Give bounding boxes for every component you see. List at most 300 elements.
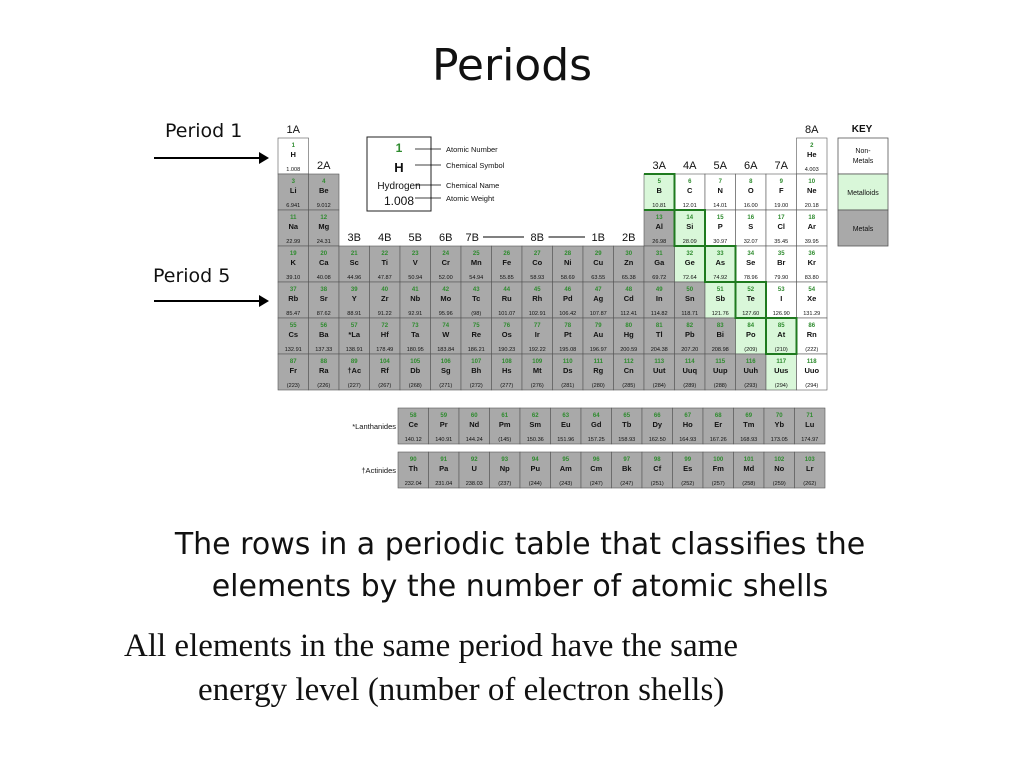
element-number: 11 xyxy=(290,215,297,221)
element-symbol: Po xyxy=(745,330,756,339)
element-number: 96 xyxy=(592,457,600,463)
element-symbol: Ar xyxy=(807,222,816,231)
element-number: 13 xyxy=(655,215,663,221)
element-symbol: Ni xyxy=(564,258,572,267)
element-weight: 35.45 xyxy=(774,239,789,245)
key-title: KEY xyxy=(851,124,873,135)
element-symbol: B xyxy=(656,186,662,195)
element-weight: 168.93 xyxy=(740,437,758,443)
element-number: 28 xyxy=(564,251,572,257)
element-number: 8 xyxy=(749,179,753,185)
element-weight: 88.91 xyxy=(347,311,362,317)
element-weight: (227) xyxy=(347,383,361,389)
element-symbol: Ba xyxy=(318,330,329,339)
element-number: 84 xyxy=(747,323,755,329)
element-weight: 158.93 xyxy=(618,437,636,443)
element-weight: 196.97 xyxy=(589,347,607,353)
element-weight: (247) xyxy=(620,481,634,487)
element-symbol: Np xyxy=(499,464,510,473)
element-symbol: I xyxy=(780,294,783,303)
element-symbol: In xyxy=(655,294,663,303)
element-number: 18 xyxy=(808,215,816,221)
element-weight: 40.08 xyxy=(316,275,331,281)
element-number: 35 xyxy=(777,251,785,257)
element-weight: (209) xyxy=(744,347,758,353)
element-weight: (259) xyxy=(772,481,786,487)
element-weight: (294) xyxy=(805,383,819,389)
element-number: 108 xyxy=(501,359,512,365)
element-weight: 140.12 xyxy=(404,437,422,443)
element-weight: 138.91 xyxy=(345,347,363,353)
element-weight: 65.38 xyxy=(621,275,636,281)
element-number: 20 xyxy=(320,251,328,257)
element-number: 14 xyxy=(686,215,694,221)
element-number: 115 xyxy=(715,359,726,365)
element-weight: 78.96 xyxy=(743,275,758,281)
element-number: 53 xyxy=(777,287,785,293)
element-weight: (293) xyxy=(744,383,758,389)
element-symbol: Mg xyxy=(318,222,330,231)
element-number: 32 xyxy=(686,251,694,257)
element-weight: 162.50 xyxy=(648,437,666,443)
element-symbol: V xyxy=(412,258,418,267)
element-weight: 14.01 xyxy=(713,203,728,209)
element-number: 116 xyxy=(745,359,756,365)
element-symbol: Hg xyxy=(623,330,634,339)
element-weight: 1.008 xyxy=(286,167,301,173)
element-symbol: Nd xyxy=(469,420,480,429)
element-symbol: H xyxy=(290,150,296,159)
element-symbol: Pu xyxy=(530,464,541,473)
element-number: 46 xyxy=(564,287,572,293)
element-number: 97 xyxy=(623,457,631,463)
element-weight: 16.00 xyxy=(743,203,758,209)
element-symbol: Pd xyxy=(562,294,573,303)
element-weight: 190.23 xyxy=(498,347,516,353)
element-weight: 101.07 xyxy=(498,311,516,317)
element-number: 111 xyxy=(593,359,603,365)
element-symbol: Rh xyxy=(532,294,543,303)
key-nonmetals-swatch xyxy=(838,138,888,174)
element-symbol: Ds xyxy=(562,366,573,375)
element-number: 22 xyxy=(381,251,389,257)
element-symbol: Mo xyxy=(440,294,452,303)
element-symbol: Rb xyxy=(288,294,299,303)
element-symbol: Sn xyxy=(684,294,695,303)
element-symbol: Sg xyxy=(440,366,451,375)
element-symbol: Xe xyxy=(807,294,817,303)
element-symbol: Dy xyxy=(652,420,663,429)
element-symbol: No xyxy=(774,464,785,473)
element-weight: (262) xyxy=(803,481,817,487)
element-weight: 107.87 xyxy=(589,311,607,317)
element-number: 83 xyxy=(716,323,724,329)
legend-weight: 1.008 xyxy=(383,194,415,208)
element-symbol: Cf xyxy=(653,464,662,473)
element-number: 68 xyxy=(714,413,722,419)
element-number: 75 xyxy=(472,323,480,329)
element-weight: 173.05 xyxy=(770,437,788,443)
element-number: 9 xyxy=(779,179,783,185)
element-symbol: Ag xyxy=(593,294,604,303)
element-symbol: Bh xyxy=(471,366,482,375)
element-symbol: Tb xyxy=(622,420,632,429)
subtitle-line-2: elements by the number of atomic shells xyxy=(211,569,829,604)
element-number: 29 xyxy=(594,251,602,257)
element-symbol: Ce xyxy=(408,420,419,429)
element-number: 67 xyxy=(684,413,692,419)
element-number: 89 xyxy=(350,359,358,365)
element-weight: 114.82 xyxy=(650,311,668,317)
element-number: 56 xyxy=(320,323,328,329)
element-weight: (257) xyxy=(711,481,725,487)
element-symbol: Ta xyxy=(411,330,420,339)
element-symbol: C xyxy=(687,186,693,195)
element-number: 66 xyxy=(653,413,661,419)
element-number: 95 xyxy=(562,457,570,463)
subtitle xyxy=(120,524,920,608)
element-weight: 126.90 xyxy=(772,311,790,317)
element-number: 118 xyxy=(806,359,817,365)
element-number: 106 xyxy=(440,359,451,365)
element-weight: (244) xyxy=(528,481,542,487)
element-weight: 87.62 xyxy=(316,311,331,317)
element-weight: 12.01 xyxy=(682,203,697,209)
element-number: 80 xyxy=(625,323,633,329)
element-symbol: Uuo xyxy=(804,366,820,375)
element-number: 12 xyxy=(320,215,328,221)
element-weight: (237) xyxy=(498,481,512,487)
element-symbol: Co xyxy=(532,258,543,267)
element-number: 47 xyxy=(594,287,602,293)
element-weight: (288) xyxy=(713,383,727,389)
element-number: 98 xyxy=(653,457,661,463)
element-number: 1 xyxy=(291,143,295,149)
element-weight: 26.98 xyxy=(652,239,667,245)
element-symbol: Pa xyxy=(439,464,449,473)
element-weight: (243) xyxy=(559,481,573,487)
legend-atomic-number: 1 xyxy=(395,141,403,155)
element-number: 77 xyxy=(533,323,541,329)
element-weight: (271) xyxy=(439,383,453,389)
element-number: 109 xyxy=(532,359,543,365)
element-weight: 44.96 xyxy=(347,275,362,281)
element-weight: (251) xyxy=(650,481,664,487)
legend-chemical-symbol-label: Chemical Symbol xyxy=(446,161,505,170)
element-number: 102 xyxy=(774,457,785,463)
group-header-8B: 8B xyxy=(530,232,544,244)
element-weight: (247) xyxy=(589,481,603,487)
element-symbol: O xyxy=(747,186,754,195)
element-number: 10 xyxy=(808,179,816,185)
element-symbol: *La xyxy=(348,330,361,339)
group-header-5A: 5A xyxy=(713,160,727,172)
element-number: 48 xyxy=(625,287,633,293)
element-weight: 157.25 xyxy=(587,437,605,443)
element-weight: (284) xyxy=(652,383,666,389)
element-weight: 6.941 xyxy=(286,203,301,209)
element-symbol: Nb xyxy=(410,294,421,303)
element-number: 88 xyxy=(320,359,328,365)
element-symbol: Cs xyxy=(288,330,299,339)
element-number: 101 xyxy=(743,457,754,463)
element-symbol: Os xyxy=(501,330,512,339)
element-number: 7 xyxy=(718,179,722,185)
element-weight: 140.91 xyxy=(435,437,453,443)
element-weight: 183.84 xyxy=(437,347,455,353)
element-number: 64 xyxy=(592,413,600,419)
element-symbol: Lr xyxy=(806,464,814,473)
element-number: 58 xyxy=(409,413,417,419)
element-number: 71 xyxy=(806,413,814,419)
element-weight: (281) xyxy=(561,383,575,389)
group-header-4A: 4A xyxy=(683,160,697,172)
element-number: 34 xyxy=(747,251,755,257)
body-line-1: All elements in the same period have the same xyxy=(124,628,738,664)
element-number: 21 xyxy=(350,251,358,257)
element-number: 37 xyxy=(289,287,297,293)
element-weight: 127.60 xyxy=(742,311,760,317)
element-number: 31 xyxy=(655,251,663,257)
element-symbol: K xyxy=(290,258,296,267)
element-number: 114 xyxy=(684,359,695,365)
element-number: 92 xyxy=(470,457,478,463)
element-weight: 9.012 xyxy=(316,203,331,209)
element-number: 3 xyxy=(291,179,295,185)
element-number: 70 xyxy=(775,413,783,419)
element-number: 76 xyxy=(503,323,511,329)
period-5-label: Period 5 xyxy=(153,265,231,287)
group-header-3A: 3A xyxy=(652,160,666,172)
element-weight: 92.91 xyxy=(408,311,423,317)
element-symbol: Lu xyxy=(805,420,815,429)
element-number: 59 xyxy=(440,413,448,419)
element-symbol: Kr xyxy=(807,258,816,267)
element-weight: 200.59 xyxy=(620,347,638,353)
element-number: 63 xyxy=(562,413,570,419)
element-weight: (267) xyxy=(378,383,392,389)
element-number: 113 xyxy=(654,359,665,365)
element-weight: (268) xyxy=(408,383,422,389)
element-symbol: U xyxy=(471,464,477,473)
element-weight: 30.97 xyxy=(713,239,728,245)
element-symbol: Bk xyxy=(621,464,632,473)
element-symbol: Te xyxy=(746,294,755,303)
element-number: 39 xyxy=(350,287,358,293)
element-symbol: Re xyxy=(471,330,482,339)
group-header-4B: 4B xyxy=(378,232,392,244)
element-weight: 186.21 xyxy=(467,347,485,353)
element-number: 85 xyxy=(777,323,785,329)
element-number: 61 xyxy=(501,413,509,419)
element-number: 4 xyxy=(322,179,326,185)
element-symbol: Uup xyxy=(712,366,728,375)
element-weight: 28.09 xyxy=(682,239,697,245)
element-number: 103 xyxy=(804,457,815,463)
element-symbol: Cm xyxy=(590,464,603,473)
element-symbol: Mn xyxy=(470,258,482,267)
element-weight: 22.99 xyxy=(286,239,301,245)
element-weight: 72.64 xyxy=(682,275,697,281)
element-symbol: Sc xyxy=(349,258,359,267)
element-number: 45 xyxy=(533,287,541,293)
element-weight: 167.26 xyxy=(709,437,727,443)
element-symbol: Uuq xyxy=(682,366,698,375)
element-weight: 52.00 xyxy=(438,275,453,281)
element-symbol: Hf xyxy=(380,330,389,339)
element-symbol: At xyxy=(777,330,786,339)
element-number: 15 xyxy=(716,215,724,221)
element-symbol: Y xyxy=(351,294,357,303)
element-symbol: Ru xyxy=(501,294,512,303)
element-weight: 20.18 xyxy=(804,203,819,209)
element-weight: 54.94 xyxy=(469,275,484,281)
element-weight: 238.03 xyxy=(465,481,483,487)
group-header-6B: 6B xyxy=(439,232,453,244)
element-symbol: Th xyxy=(408,464,418,473)
group-header-3B: 3B xyxy=(347,232,361,244)
element-number: 99 xyxy=(684,457,692,463)
element-number: 38 xyxy=(320,287,328,293)
element-symbol: Ho xyxy=(682,420,693,429)
element-weight: 19.00 xyxy=(774,203,789,209)
element-symbol: Zr xyxy=(381,294,389,303)
actinides-label: †Actinides xyxy=(361,466,396,475)
element-symbol: Am xyxy=(559,464,572,473)
subtitle-line-1: The rows in a periodic table that classifies the xyxy=(174,527,866,562)
element-number: 117 xyxy=(776,359,787,365)
element-symbol: Br xyxy=(777,258,786,267)
element-number: 36 xyxy=(808,251,816,257)
body-text xyxy=(124,624,944,712)
element-number: 107 xyxy=(471,359,482,365)
element-symbol: Gd xyxy=(591,420,602,429)
element-number: 110 xyxy=(562,359,573,365)
element-weight: 39.95 xyxy=(804,239,819,245)
element-symbol: Yb xyxy=(774,420,785,429)
element-number: 50 xyxy=(686,287,694,293)
element-weight: (277) xyxy=(500,383,514,389)
element-symbol: N xyxy=(717,186,723,195)
element-weight: (223) xyxy=(286,383,300,389)
element-symbol: Se xyxy=(746,258,756,267)
element-weight: 132.91 xyxy=(284,347,302,353)
element-number: 81 xyxy=(655,323,663,329)
element-weight: 178.49 xyxy=(376,347,394,353)
element-number: 74 xyxy=(442,323,450,329)
element-symbol: F xyxy=(778,186,784,195)
element-number: 16 xyxy=(747,215,755,221)
element-number: 17 xyxy=(777,215,785,221)
element-weight: 10.81 xyxy=(652,203,667,209)
group-header-2A: 2A xyxy=(317,160,331,172)
element-number: 51 xyxy=(716,287,724,293)
element-symbol: Be xyxy=(318,186,329,195)
element-symbol: Sr xyxy=(319,294,328,303)
element-weight: 39.10 xyxy=(286,275,301,281)
element-symbol: Cl xyxy=(777,222,785,231)
element-number: 40 xyxy=(381,287,389,293)
element-weight: (145) xyxy=(498,437,512,443)
element-weight: 106.42 xyxy=(559,311,577,317)
element-symbol: Hs xyxy=(501,366,512,375)
element-symbol: Uut xyxy=(653,366,666,375)
element-symbol: Tm xyxy=(743,420,755,429)
element-symbol: Sm xyxy=(529,420,542,429)
element-weight: 4.003 xyxy=(804,167,819,173)
element-weight: 151.96 xyxy=(557,437,575,443)
element-symbol: Pt xyxy=(564,330,572,339)
element-symbol: Ge xyxy=(684,258,695,267)
element-number: 60 xyxy=(470,413,478,419)
element-number: 87 xyxy=(289,359,297,365)
element-number: 69 xyxy=(745,413,753,419)
element-number: 25 xyxy=(472,251,480,257)
element-weight: 69.72 xyxy=(652,275,667,281)
element-number: 44 xyxy=(503,287,511,293)
element-number: 112 xyxy=(623,359,634,365)
element-weight: 95.96 xyxy=(438,311,453,317)
key-metals-label: Metals xyxy=(852,226,874,233)
element-weight: 131.29 xyxy=(803,311,821,317)
element-number: 73 xyxy=(411,323,419,329)
element-number: 78 xyxy=(564,323,572,329)
element-symbol: Cd xyxy=(623,294,634,303)
key-nonmetals-label: Non- xyxy=(855,148,871,155)
element-number: 30 xyxy=(625,251,633,257)
element-weight: 232.04 xyxy=(404,481,422,487)
element-symbol: Fm xyxy=(712,464,724,473)
element-number: 5 xyxy=(657,179,661,185)
element-weight: 79.90 xyxy=(774,275,789,281)
element-weight: 180.95 xyxy=(406,347,424,353)
element-symbol: Al xyxy=(655,222,663,231)
element-weight: 164.93 xyxy=(679,437,697,443)
group-header-6A: 6A xyxy=(744,160,758,172)
element-weight: (289) xyxy=(683,383,697,389)
element-symbol: Tl xyxy=(655,330,663,339)
element-number: 105 xyxy=(410,359,421,365)
element-symbol: S xyxy=(748,222,754,231)
element-weight: (272) xyxy=(469,383,483,389)
group-header-5B: 5B xyxy=(408,232,422,244)
element-symbol: Cu xyxy=(593,258,604,267)
element-weight: (285) xyxy=(622,383,636,389)
element-symbol: Md xyxy=(743,464,755,473)
element-symbol: Db xyxy=(410,366,421,375)
legend-chemical-name-label: Chemical Name xyxy=(446,181,500,190)
element-weight: 58.93 xyxy=(530,275,545,281)
element-number: 19 xyxy=(289,251,297,257)
element-symbol: Rg xyxy=(593,366,604,375)
lanthanides-label: *Lanthanides xyxy=(352,422,396,431)
legend-atomic-weight-label: Atomic Weight xyxy=(446,194,495,203)
element-symbol: Ga xyxy=(654,258,665,267)
element-weight: 24.31 xyxy=(316,239,331,245)
element-weight: 50.94 xyxy=(408,275,423,281)
element-symbol: Eu xyxy=(560,420,571,429)
element-number: 43 xyxy=(472,287,480,293)
element-weight: 32.07 xyxy=(743,239,758,245)
element-symbol: Pm xyxy=(498,420,511,429)
element-weight: 91.22 xyxy=(377,311,392,317)
element-number: 52 xyxy=(747,287,755,293)
element-symbol: Cn xyxy=(623,366,634,375)
element-symbol: Mt xyxy=(532,366,542,375)
element-weight: 192.22 xyxy=(528,347,546,353)
element-weight: 231.04 xyxy=(435,481,453,487)
element-symbol: Zn xyxy=(624,258,634,267)
